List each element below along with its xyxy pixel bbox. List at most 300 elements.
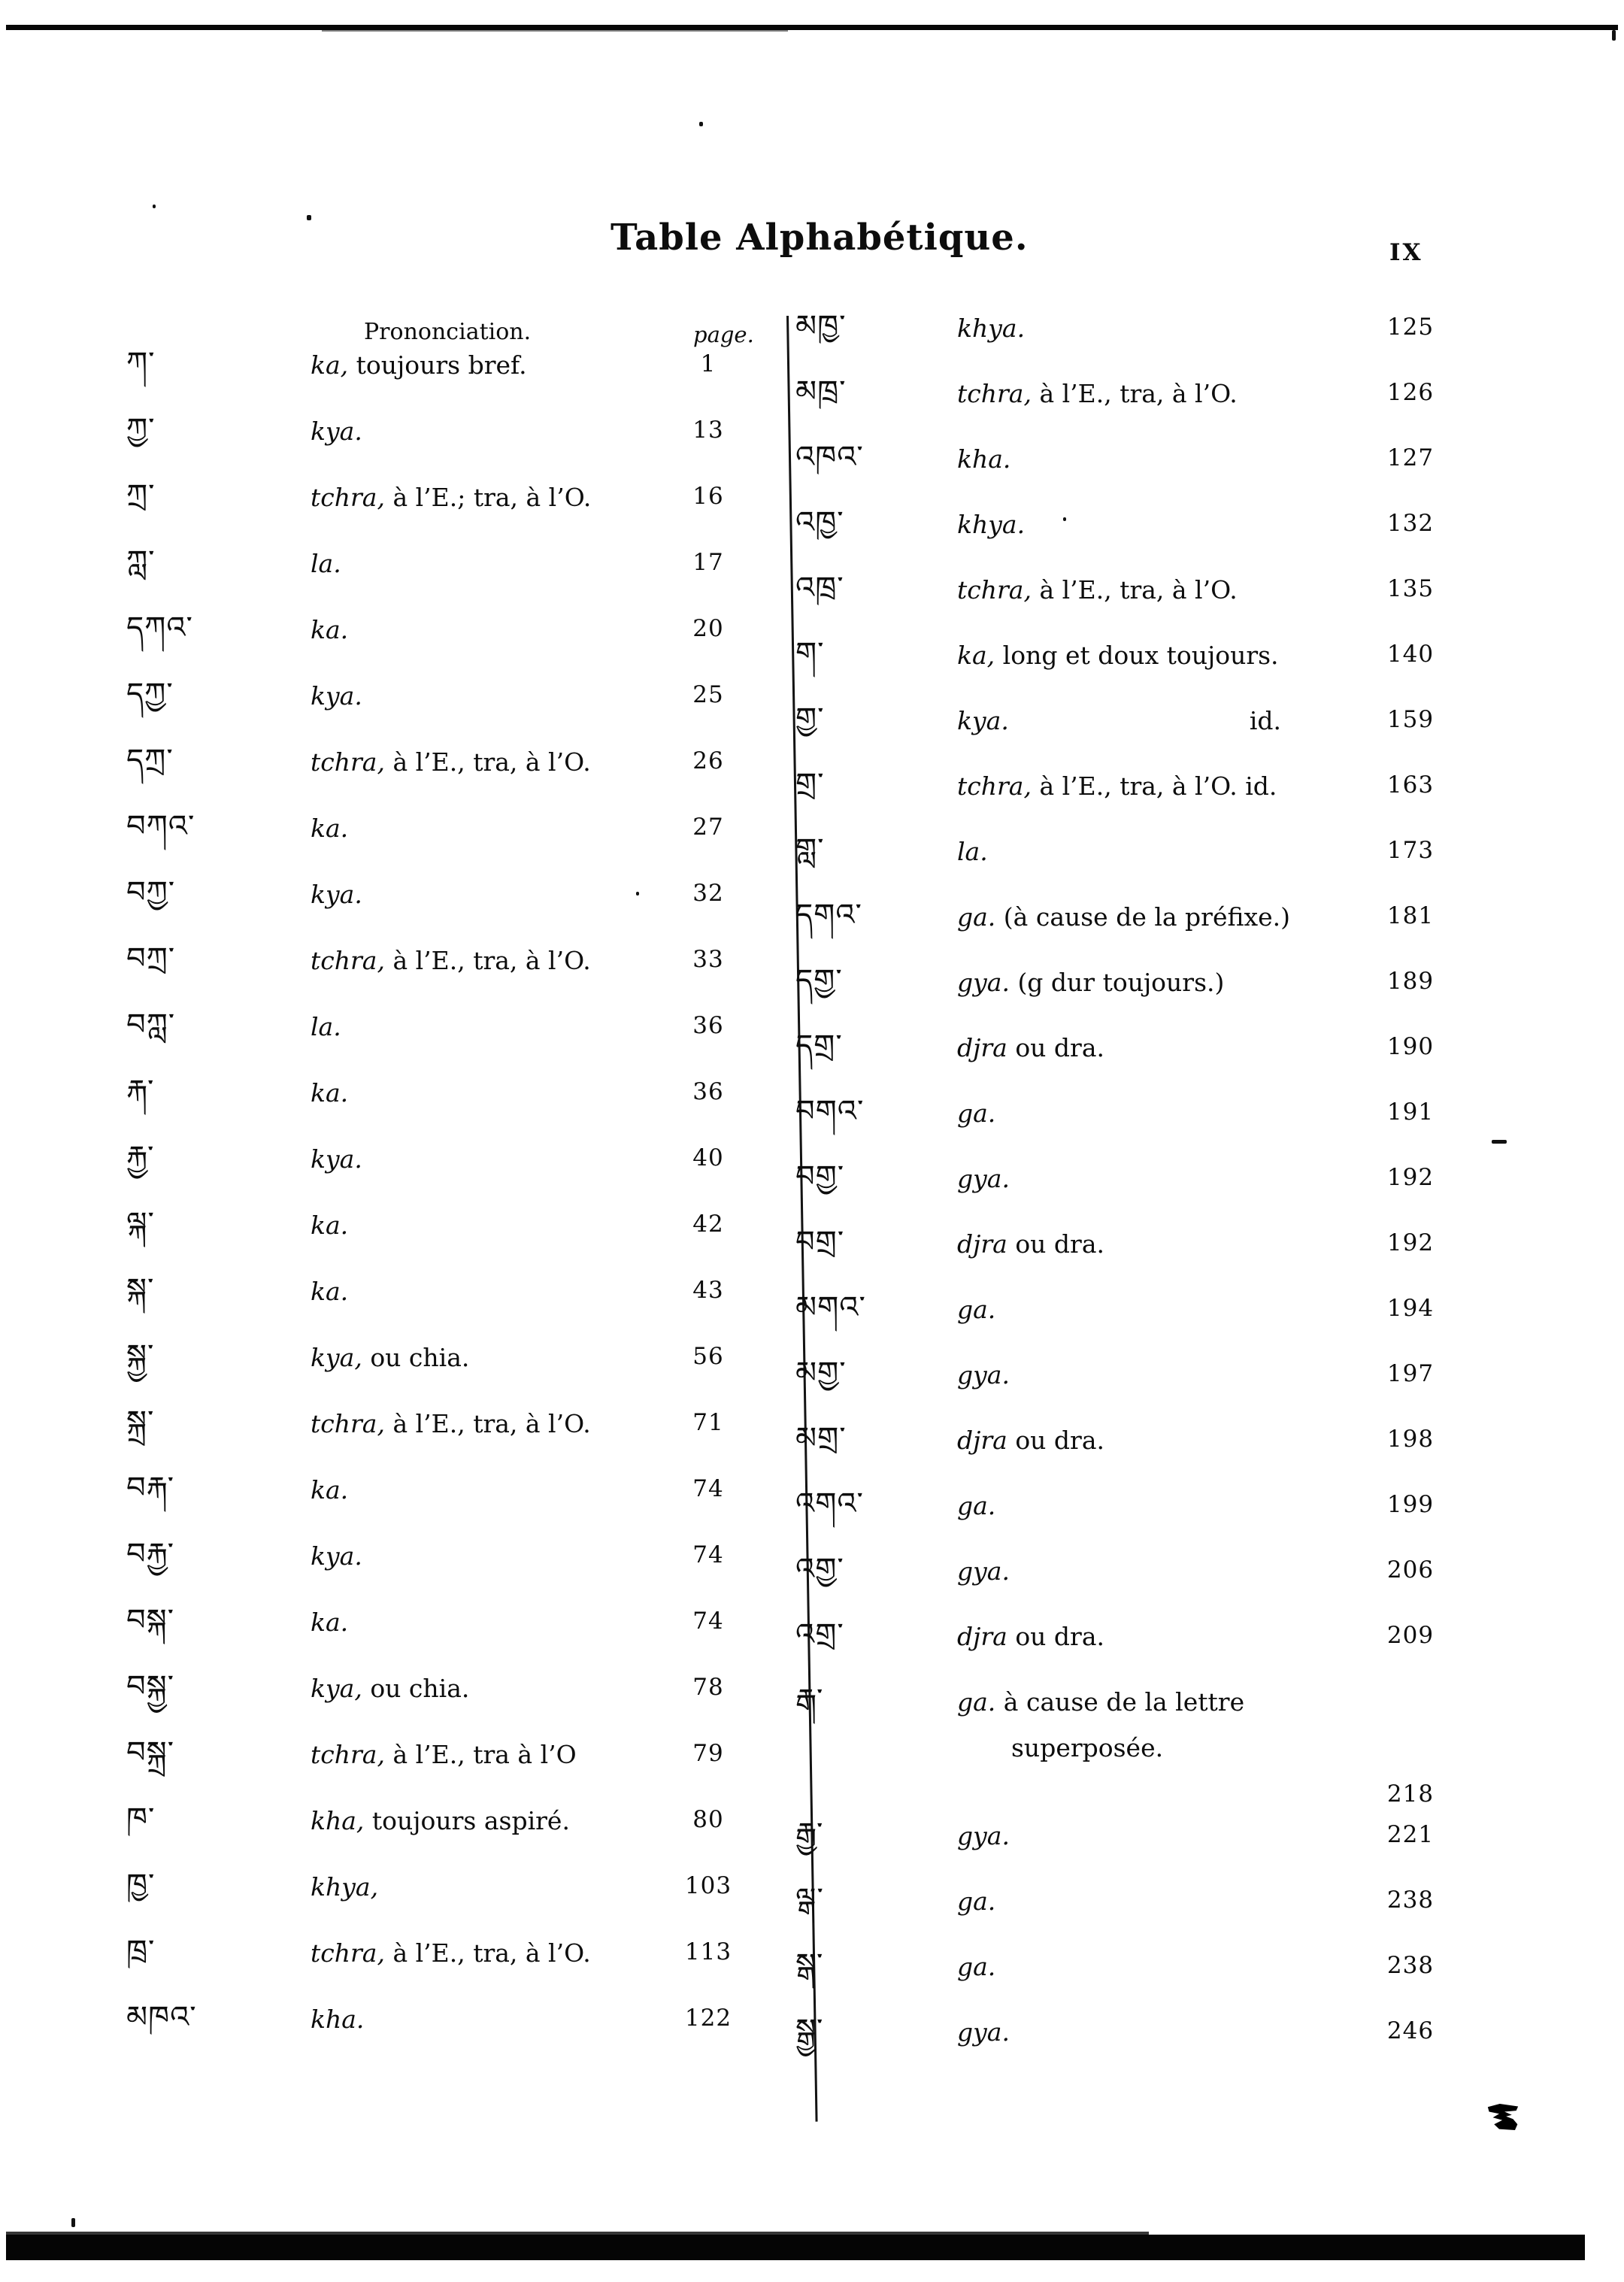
table-row xyxy=(795,1226,1457,1292)
table-row xyxy=(795,572,1457,638)
right-column xyxy=(795,311,1457,2080)
pronunciation-rest: à l’E., tra, à l’O. xyxy=(384,946,591,975)
pronunciation-text xyxy=(957,1553,1364,1589)
pronunciation-rest: à l’E., tra à l’O xyxy=(384,1740,577,1769)
table-row xyxy=(126,678,755,744)
pronunciation-lead: djra xyxy=(957,1033,1007,1062)
ink-speck xyxy=(1063,517,1066,521)
pronunciation-lead: tchra, xyxy=(311,1409,385,1438)
ink-speck xyxy=(307,215,311,220)
pronunciation-text xyxy=(957,703,1364,738)
page-number: 113 xyxy=(684,1938,732,1965)
page-number: 36 xyxy=(692,1078,724,1105)
pronunciation-rest: ou dra. xyxy=(1007,1033,1104,1062)
pronunciation-text xyxy=(311,347,662,383)
tibetan-glyph: སྐྲ་ xyxy=(126,1405,155,1439)
pronunciation-lead: gya. xyxy=(957,1164,1010,1193)
page-number: 20 xyxy=(692,615,724,642)
printers-mark-icon xyxy=(1487,2104,1519,2130)
pronunciation-text xyxy=(311,943,662,978)
pronunciation-lead: ka. xyxy=(311,1277,349,1306)
pronunciation-rest: à l’E., tra, à l’O. xyxy=(384,1409,591,1438)
pronunciation-lead: tchra, xyxy=(311,483,385,512)
page-number: 56 xyxy=(692,1343,724,1370)
tibetan-glyph: རྐྱ་ xyxy=(126,1140,155,1174)
pronunciation-rest: ou dra. xyxy=(1007,1622,1104,1651)
pronunciation-lead: djra xyxy=(957,1622,1007,1651)
page-number: 181 xyxy=(1386,902,1435,929)
page-number: 189 xyxy=(1386,968,1435,995)
page-number: 192 xyxy=(1386,1164,1435,1191)
pronunciation-lead: djra xyxy=(957,1426,1007,1455)
pronunciation-lead: kya. xyxy=(311,1144,362,1174)
pronunciation-text xyxy=(311,1141,662,1177)
tibetan-glyph: གླ་ xyxy=(795,832,825,867)
tibetan-glyph: མཁྲ་ xyxy=(795,374,847,409)
tibetan-glyph: དགྲ་ xyxy=(795,1029,843,1063)
tibetan-glyph: སྒ་ xyxy=(795,1947,824,1982)
pronunciation-text xyxy=(311,1605,662,1640)
table-row xyxy=(795,376,1457,441)
pronunciation-lead: ka. xyxy=(311,615,349,644)
tibetan-glyph: དགྱ་ xyxy=(795,963,843,998)
ink-speck xyxy=(636,892,639,896)
page-number: 122 xyxy=(684,2005,732,2032)
pronunciation-text xyxy=(311,1274,662,1309)
page-number: 74 xyxy=(692,1475,724,1502)
pronunciation-text xyxy=(311,1803,662,1838)
pronunciation-text xyxy=(957,376,1364,411)
pronunciation-rest: (g dur toujours.) xyxy=(1009,968,1225,997)
table-row xyxy=(126,612,755,678)
table-row xyxy=(795,768,1457,834)
table-row xyxy=(126,744,755,811)
tibetan-glyph: བཀའ་ xyxy=(126,809,195,844)
table-row xyxy=(126,1141,755,1208)
table-row xyxy=(795,1619,1457,1684)
pronunciation-lead: kya, xyxy=(311,1674,362,1703)
page-number: 127 xyxy=(1386,444,1435,471)
pronunciation-lead: ga. xyxy=(957,1099,996,1128)
tibetan-glyph: བསྐ་ xyxy=(126,1603,175,1638)
pronunciation-rest: à l’E., tra, à l’O. xyxy=(384,747,591,777)
tibetan-glyph: ཀྱ་ xyxy=(126,412,156,447)
table-row xyxy=(126,1009,755,1075)
tibetan-glyph: ལྒ་ xyxy=(795,1882,824,1917)
page-title: Table Alphabétique. xyxy=(611,217,1029,259)
pronunciation-lead: kya. xyxy=(311,1541,362,1571)
pronunciation-text xyxy=(957,1292,1364,1327)
table-row xyxy=(795,1883,1457,1949)
left-column xyxy=(126,347,755,2068)
tibetan-glyph: རྒ་ xyxy=(795,1683,824,1717)
pronunciation-text xyxy=(957,2014,1364,2050)
pronunciation-rest: à l’E.; tra, à l’O. xyxy=(384,483,592,512)
pronunciation-text xyxy=(957,507,1364,542)
column-header-page: page. xyxy=(693,322,754,347)
pronunciation-text xyxy=(957,768,1364,804)
pronunciation-text xyxy=(311,1340,662,1375)
pronunciation-lead: kha, xyxy=(311,1806,365,1835)
page-number: 79 xyxy=(692,1740,724,1767)
tibetan-glyph: འཁྲ་ xyxy=(795,571,844,605)
pronunciation-text xyxy=(957,1883,1364,1919)
pronunciation-lead: tchra, xyxy=(957,771,1032,801)
table-row xyxy=(795,1161,1457,1226)
pronunciation-lead: la. xyxy=(311,549,341,578)
pronunciation-lead: ka, xyxy=(311,350,349,380)
pronunciation-lead: ka, xyxy=(957,641,995,670)
tibetan-glyph: མགའ་ xyxy=(795,1290,866,1325)
table-row xyxy=(795,1684,1457,1818)
page-number: 238 xyxy=(1386,1887,1435,1914)
pronunciation-lead: gya. xyxy=(957,1556,1010,1586)
pronunciation-lead: ga. xyxy=(957,1887,996,1916)
pronunciation-text xyxy=(957,834,1364,869)
tibetan-glyph: འགའ་ xyxy=(795,1486,864,1521)
table-row xyxy=(126,480,755,546)
pronunciation-text xyxy=(311,1935,662,1971)
pronunciation-line2: superposée. xyxy=(1011,1732,1164,1762)
tibetan-glyph: མགྱ་ xyxy=(795,1356,847,1390)
table-row xyxy=(126,1737,755,1803)
pronunciation-text xyxy=(957,1423,1364,1458)
tibetan-glyph: བསྐྱ་ xyxy=(126,1669,175,1704)
pronunciation-text xyxy=(311,1406,662,1441)
pronunciation-text xyxy=(957,1619,1364,1654)
page-number: 132 xyxy=(1386,510,1435,537)
tibetan-glyph: རྒྱ་ xyxy=(795,1817,824,1851)
tibetan-glyph: ག་ xyxy=(795,636,825,671)
tibetan-glyph: མགྲ་ xyxy=(795,1421,847,1456)
pronunciation-text xyxy=(957,1818,1364,1853)
tibetan-glyph: ལྐ་ xyxy=(126,1206,155,1241)
page-number: 209 xyxy=(1386,1622,1435,1649)
pronunciation-text xyxy=(957,1030,1364,1065)
pronunciation-lead: gya. xyxy=(957,2017,1010,2047)
pronunciation-text xyxy=(957,311,1364,346)
tibetan-glyph: བཀྱ་ xyxy=(126,875,176,910)
pronunciation-lead: ga. xyxy=(957,1952,996,1981)
tibetan-glyph: མཁྱ་ xyxy=(795,309,847,344)
tibetan-glyph: དཀྲ་ xyxy=(126,743,174,777)
table-row xyxy=(126,943,755,1009)
tibetan-glyph: འགྱ་ xyxy=(795,1552,844,1586)
pronunciation-rest: ou chia. xyxy=(362,1674,470,1703)
pronunciation-text xyxy=(311,1009,662,1044)
pronunciation-lead: ga. xyxy=(957,902,996,932)
tibetan-glyph: བགྲ་ xyxy=(795,1225,845,1259)
table-row xyxy=(126,1208,755,1274)
pronunciation-lead: tchra, xyxy=(311,1740,385,1769)
page-number: 1 xyxy=(700,350,717,377)
pronunciation-rest: ou dra. xyxy=(1007,1426,1104,1455)
pronunciation-text xyxy=(957,441,1364,477)
page-number: 27 xyxy=(692,814,724,841)
pronunciation-text xyxy=(311,1075,662,1111)
table-row xyxy=(126,811,755,877)
tibetan-glyph: རྐ་ xyxy=(126,1074,155,1108)
tibetan-glyph: བརྐ་ xyxy=(126,1471,174,1505)
pronunciation-lead: khya. xyxy=(957,314,1026,343)
page-number: 218 xyxy=(1386,1780,1435,1808)
page-number: 140 xyxy=(1386,641,1435,668)
page-number: 221 xyxy=(1386,1821,1435,1848)
pronunciation-rest: ou dra. xyxy=(1007,1229,1104,1259)
page-number: 103 xyxy=(684,1872,732,1899)
pronunciation-rest: long et doux toujours. xyxy=(995,641,1279,670)
pronunciation-lead: kya. xyxy=(311,681,362,711)
pronunciation-rest: à l’E., tra, à l’O. id. xyxy=(1031,771,1277,801)
page-number: 163 xyxy=(1386,771,1435,799)
pronunciation-text xyxy=(311,1472,662,1508)
tibetan-glyph: ཀྲ་ xyxy=(126,478,156,513)
pronunciation-lead: khya, xyxy=(311,1872,379,1902)
table-row xyxy=(795,1949,1457,2014)
pronunciation-lead: kya, xyxy=(311,1343,362,1372)
table-row xyxy=(126,414,755,480)
pronunciation-lead: tchra, xyxy=(311,747,385,777)
page-number: 71 xyxy=(692,1409,724,1436)
page-number: 197 xyxy=(1386,1360,1435,1387)
tibetan-glyph: དཀའ་ xyxy=(126,611,193,645)
tibetan-glyph: སྐ་ xyxy=(126,1272,155,1307)
page-number: 26 xyxy=(692,747,724,774)
page-number: 42 xyxy=(692,1211,724,1238)
pronunciation-text xyxy=(311,1671,662,1706)
page-number: 238 xyxy=(1386,1952,1435,1979)
tibetan-glyph: གྱ་ xyxy=(795,702,825,736)
table-row xyxy=(795,1292,1457,1357)
table-row xyxy=(795,1357,1457,1423)
page-number: 199 xyxy=(1386,1491,1435,1518)
pronunciation-rest: à cause de la lettre xyxy=(995,1687,1245,1717)
page-number: 126 xyxy=(1386,379,1435,406)
pronunciation-lead: ka. xyxy=(311,1475,349,1505)
pronunciation-lead: khya. xyxy=(957,510,1026,539)
tibetan-glyph: གྲ་ xyxy=(795,767,825,802)
page-number: 198 xyxy=(1386,1426,1435,1453)
ink-speck xyxy=(1612,30,1616,41)
table-row xyxy=(126,1274,755,1340)
pronunciation-lead: tchra, xyxy=(957,575,1032,605)
pronunciation-text xyxy=(311,546,662,581)
tibetan-glyph: ཀ་ xyxy=(126,346,156,380)
pronunciation-text xyxy=(311,2002,662,2037)
pronunciation-lead: tchra, xyxy=(311,1938,385,1968)
page-number: 16 xyxy=(692,483,724,510)
table-row xyxy=(126,1075,755,1141)
table-row xyxy=(795,834,1457,899)
tibetan-glyph: སྐྱ་ xyxy=(126,1338,155,1373)
pronunciation-text xyxy=(957,1096,1364,1131)
pronunciation-lead: ga. xyxy=(957,1687,996,1717)
pronunciation-lead: ka. xyxy=(311,814,349,843)
table-row xyxy=(126,347,755,414)
table-row xyxy=(795,1818,1457,1883)
page-number: 135 xyxy=(1386,575,1435,602)
tibetan-glyph: དཀྱ་ xyxy=(126,677,174,711)
table-row xyxy=(795,441,1457,507)
pronunciation-lead: djra xyxy=(957,1229,1007,1259)
pronunciation-text xyxy=(311,877,662,912)
pronunciation-rest: (à cause de la préfixe.) xyxy=(995,902,1291,932)
table-row xyxy=(795,703,1457,768)
page-number: 43 xyxy=(692,1277,724,1304)
tibetan-glyph: ཁྱ་ xyxy=(126,1868,156,1902)
tibetan-glyph: དགའ་ xyxy=(795,898,862,932)
page-number: 13 xyxy=(692,417,724,444)
page-number: 74 xyxy=(692,1541,724,1568)
tibetan-glyph: བགའ་ xyxy=(795,1094,865,1129)
table-row xyxy=(126,1538,755,1605)
page-number: 190 xyxy=(1386,1033,1435,1060)
table-row xyxy=(126,1406,755,1472)
tibetan-glyph: བཀྲ་ xyxy=(126,941,176,976)
pronunciation-rest: à l’E., tra, à l’O. xyxy=(1031,575,1238,605)
table-row xyxy=(126,1803,755,1869)
tibetan-glyph: འཁྱ་ xyxy=(795,505,844,540)
page-number: 80 xyxy=(692,1806,724,1833)
pronunciation-lead: gya. xyxy=(957,1360,1010,1390)
tibetan-glyph: བགྱ་ xyxy=(795,1159,845,1194)
pronunciation-lead: tchra, xyxy=(957,379,1032,408)
page-number: 194 xyxy=(1386,1295,1435,1322)
pronunciation-lead: kya. xyxy=(311,417,362,446)
pronunciation-text xyxy=(957,638,1364,673)
pronunciation-rest: toujours bref. xyxy=(348,350,527,380)
table-row xyxy=(126,1671,755,1737)
tibetan-glyph: བརྐྱ་ xyxy=(126,1537,174,1571)
table-row xyxy=(126,546,755,612)
tibetan-glyph: བསྐྲ་ xyxy=(126,1735,175,1770)
table-row xyxy=(795,2014,1457,2080)
pronunciation-text xyxy=(957,1161,1364,1196)
table-row xyxy=(795,1030,1457,1096)
tibetan-glyph: ཁྲ་ xyxy=(126,1934,156,1968)
table-row xyxy=(126,1935,755,2002)
pronunciation-text xyxy=(957,572,1364,608)
page-number: 40 xyxy=(692,1144,724,1171)
page-number: 32 xyxy=(692,880,724,907)
pronunciation-lead: ka. xyxy=(311,1211,349,1240)
page-number: 125 xyxy=(1386,314,1435,341)
pronunciation-text xyxy=(311,480,662,515)
table-row xyxy=(795,507,1457,572)
folio-number: IX xyxy=(1389,239,1423,266)
page-number: 78 xyxy=(692,1674,724,1701)
page-number: 36 xyxy=(692,1012,724,1039)
table-row xyxy=(795,311,1457,376)
pronunciation-text xyxy=(957,899,1364,935)
pronunciation-lead: gya. xyxy=(957,1821,1010,1850)
pronunciation-lead: ga. xyxy=(957,1491,996,1520)
tibetan-glyph: སྒྱ་ xyxy=(795,2013,824,2047)
pronunciation-lead: la. xyxy=(311,1012,341,1041)
table-row xyxy=(795,1423,1457,1488)
table-row xyxy=(126,1472,755,1538)
table-row xyxy=(795,965,1457,1030)
pronunciation-text xyxy=(311,678,662,714)
pronunciation-text xyxy=(957,1226,1364,1262)
pronunciation-text xyxy=(311,612,662,647)
pronunciation-lead: gya. xyxy=(957,968,1010,997)
ink-speck xyxy=(71,2218,75,2227)
page-number: 25 xyxy=(692,681,724,708)
page-number: 74 xyxy=(692,1608,724,1635)
table-row xyxy=(795,899,1457,965)
pronunciation-lead: tchra, xyxy=(311,946,385,975)
tibetan-glyph: བཀླ་ xyxy=(126,1008,176,1042)
pronunciation-rest: ou chia. xyxy=(362,1343,470,1372)
pronunciation-text xyxy=(311,1737,662,1772)
pronunciation-text xyxy=(957,1949,1364,1984)
pronunciation-text xyxy=(957,1488,1364,1523)
pronunciation-text xyxy=(957,1357,1364,1393)
bottom-scan-bar xyxy=(6,2235,1585,2260)
top-scan-rule xyxy=(6,25,1618,30)
ink-speck xyxy=(153,205,156,208)
table-row xyxy=(795,1553,1457,1619)
pronunciation-lead: kya. xyxy=(311,880,362,909)
table-row xyxy=(126,1605,755,1671)
pronunciation-text xyxy=(311,811,662,846)
page-number: 17 xyxy=(692,549,724,576)
tibetan-glyph: འཁའ་ xyxy=(795,440,864,474)
pronunciation-text xyxy=(311,1869,662,1905)
page-number: 192 xyxy=(1386,1229,1435,1256)
table-row xyxy=(126,1869,755,1935)
pronunciation-lead: kha. xyxy=(957,444,1011,474)
pronunciation-rest: à l’E., tra, à l’O. xyxy=(384,1938,591,1968)
tibetan-glyph: འགྲ་ xyxy=(795,1617,844,1652)
tibetan-glyph: མཁའ་ xyxy=(126,2000,197,2035)
pronunciation-text xyxy=(311,744,662,780)
page-number: 246 xyxy=(1386,2017,1435,2044)
pronunciation-text xyxy=(311,1538,662,1574)
pronunciation-text xyxy=(957,1684,1364,1765)
tibetan-glyph: ཀླ་ xyxy=(126,544,156,579)
pronunciation-lead: ka. xyxy=(311,1608,349,1637)
page-number: 33 xyxy=(692,946,724,973)
pronunciation-lead: ka. xyxy=(311,1078,349,1108)
page-number: 206 xyxy=(1386,1556,1435,1583)
pronunciation-rest: toujours aspiré. xyxy=(364,1806,570,1835)
pronunciation-lead: kya. xyxy=(957,706,1009,735)
pronunciation-rest: à l’E., tra, à l’O. xyxy=(1031,379,1238,408)
pronunciation-lead: la. xyxy=(957,837,988,866)
table-row xyxy=(795,1488,1457,1553)
table-row xyxy=(126,877,755,943)
pronunciation-text xyxy=(311,414,662,449)
ink-speck xyxy=(699,122,703,126)
table-row xyxy=(795,638,1457,703)
table-row xyxy=(126,1340,755,1406)
table-row xyxy=(126,2002,755,2068)
page-number: 173 xyxy=(1386,837,1435,864)
table-row xyxy=(795,1096,1457,1161)
page-number: 191 xyxy=(1386,1099,1435,1126)
column-header-pronunciation: Prononciation. xyxy=(364,319,532,345)
pronunciation-text xyxy=(957,965,1364,1000)
ink-speck xyxy=(1492,1140,1507,1144)
pronunciation-text xyxy=(311,1208,662,1243)
pronunciation-lead: kha. xyxy=(311,2005,365,2034)
tibetan-glyph: ཁ་ xyxy=(126,1802,156,1836)
id-abbreviation: id. xyxy=(1249,706,1281,735)
pronunciation-lead: ga. xyxy=(957,1295,996,1324)
page-number: 159 xyxy=(1386,706,1435,733)
